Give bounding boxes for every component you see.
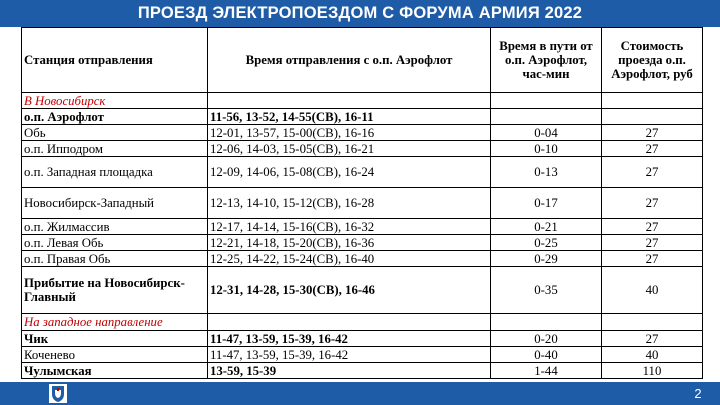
schedule-table xyxy=(21,27,703,379)
station-cell: о.п. Аэрофлот xyxy=(22,109,208,125)
price-cell: 27 xyxy=(602,157,703,188)
duration-cell: 0-20 xyxy=(491,331,602,347)
page-number: 2 xyxy=(694,386,702,401)
coat-of-arms-icon xyxy=(49,384,67,403)
times-cell: 12-31, 14-28, 15-30(СВ), 16-46 xyxy=(208,267,491,314)
times-cell: 11-47, 13-59, 15-39, 16-42 xyxy=(208,347,491,363)
price-cell: 27 xyxy=(602,331,703,347)
section-label: В Новосибирск xyxy=(22,93,208,109)
price-cell: 27 xyxy=(602,219,703,235)
slide-title: ПРОЕЗД ЭЛЕКТРОПОЕЗДОМ С ФОРУМА АРМИЯ 2022 xyxy=(0,0,720,27)
table-header-row xyxy=(22,28,703,93)
times-cell: 12-09, 14-06, 15-08(СВ), 16-24 xyxy=(208,157,491,188)
station-cell: Чик xyxy=(22,331,208,347)
header-travel-time: Время в пути от о.п. Аэрофлот, час-мин xyxy=(491,28,602,93)
section-row-novosibirsk xyxy=(22,93,703,109)
section-row-west xyxy=(22,314,703,331)
price-cell xyxy=(602,109,703,125)
price-cell: 40 xyxy=(602,267,703,314)
footer-bar xyxy=(0,382,720,405)
times-cell: 12-17, 14-14, 15-16(СВ), 16-32 xyxy=(208,219,491,235)
duration-cell: 0-13 xyxy=(491,157,602,188)
duration-cell: 1-44 xyxy=(491,363,602,379)
station-cell: о.п. Правая Обь xyxy=(22,251,208,267)
duration-cell xyxy=(491,109,602,125)
times-cell: 13-59, 15-39 xyxy=(208,363,491,379)
station-cell: о.п. Западная площадка xyxy=(22,157,208,188)
duration-cell: 0-25 xyxy=(491,235,602,251)
times-cell: 12-21, 14-18, 15-20(СВ), 16-36 xyxy=(208,235,491,251)
duration-cell: 0-10 xyxy=(491,141,602,157)
price-cell: 110 xyxy=(602,363,703,379)
header-departure-time: Время отправления с о.п. Аэрофлот xyxy=(208,28,491,93)
table-row xyxy=(22,347,703,363)
station-cell: Обь xyxy=(22,125,208,141)
table-row xyxy=(22,157,703,188)
times-cell: 11-47, 13-59, 15-39, 16-42 xyxy=(208,331,491,347)
table-row xyxy=(22,125,703,141)
schedule-table-container xyxy=(21,27,702,379)
duration-cell: 0-04 xyxy=(491,125,602,141)
duration-cell: 0-21 xyxy=(491,219,602,235)
station-cell: Прибытие на Новосибирск-Главный xyxy=(22,267,208,314)
table-row xyxy=(22,267,703,314)
price-cell: 40 xyxy=(602,347,703,363)
price-cell: 27 xyxy=(602,141,703,157)
header-price: Стоимость проезда о.п. Аэрофлот, руб xyxy=(602,28,703,93)
price-cell: 27 xyxy=(602,251,703,267)
table-row xyxy=(22,188,703,219)
price-cell: 27 xyxy=(602,125,703,141)
station-cell: Коченево xyxy=(22,347,208,363)
table-row xyxy=(22,109,703,125)
station-cell: Новосибирск-Западный xyxy=(22,188,208,219)
duration-cell: 0-35 xyxy=(491,267,602,314)
station-cell: о.п. Левая Обь xyxy=(22,235,208,251)
table-row xyxy=(22,141,703,157)
duration-cell: 0-40 xyxy=(491,347,602,363)
section-label: На западное направление xyxy=(22,314,208,331)
times-cell: 12-25, 14-22, 15-24(СВ), 16-40 xyxy=(208,251,491,267)
header-station: Станция отправления xyxy=(22,28,208,93)
table-row xyxy=(22,363,703,379)
table-row xyxy=(22,235,703,251)
station-cell: о.п. Ипподром xyxy=(22,141,208,157)
table-row xyxy=(22,251,703,267)
station-cell: о.п. Жилмассив xyxy=(22,219,208,235)
price-cell: 27 xyxy=(602,235,703,251)
table-row xyxy=(22,219,703,235)
table-row xyxy=(22,331,703,347)
price-cell: 27 xyxy=(602,188,703,219)
station-cell: Чулымская xyxy=(22,363,208,379)
times-cell: 12-06, 14-03, 15-05(СВ), 16-21 xyxy=(208,141,491,157)
duration-cell: 0-29 xyxy=(491,251,602,267)
times-cell: 12-13, 14-10, 15-12(СВ), 16-28 xyxy=(208,188,491,219)
times-cell: 12-01, 13-57, 15-00(СВ), 16-16 xyxy=(208,125,491,141)
times-cell: 11-56, 13-52, 14-55(СВ), 16-11 xyxy=(208,109,491,125)
duration-cell: 0-17 xyxy=(491,188,602,219)
